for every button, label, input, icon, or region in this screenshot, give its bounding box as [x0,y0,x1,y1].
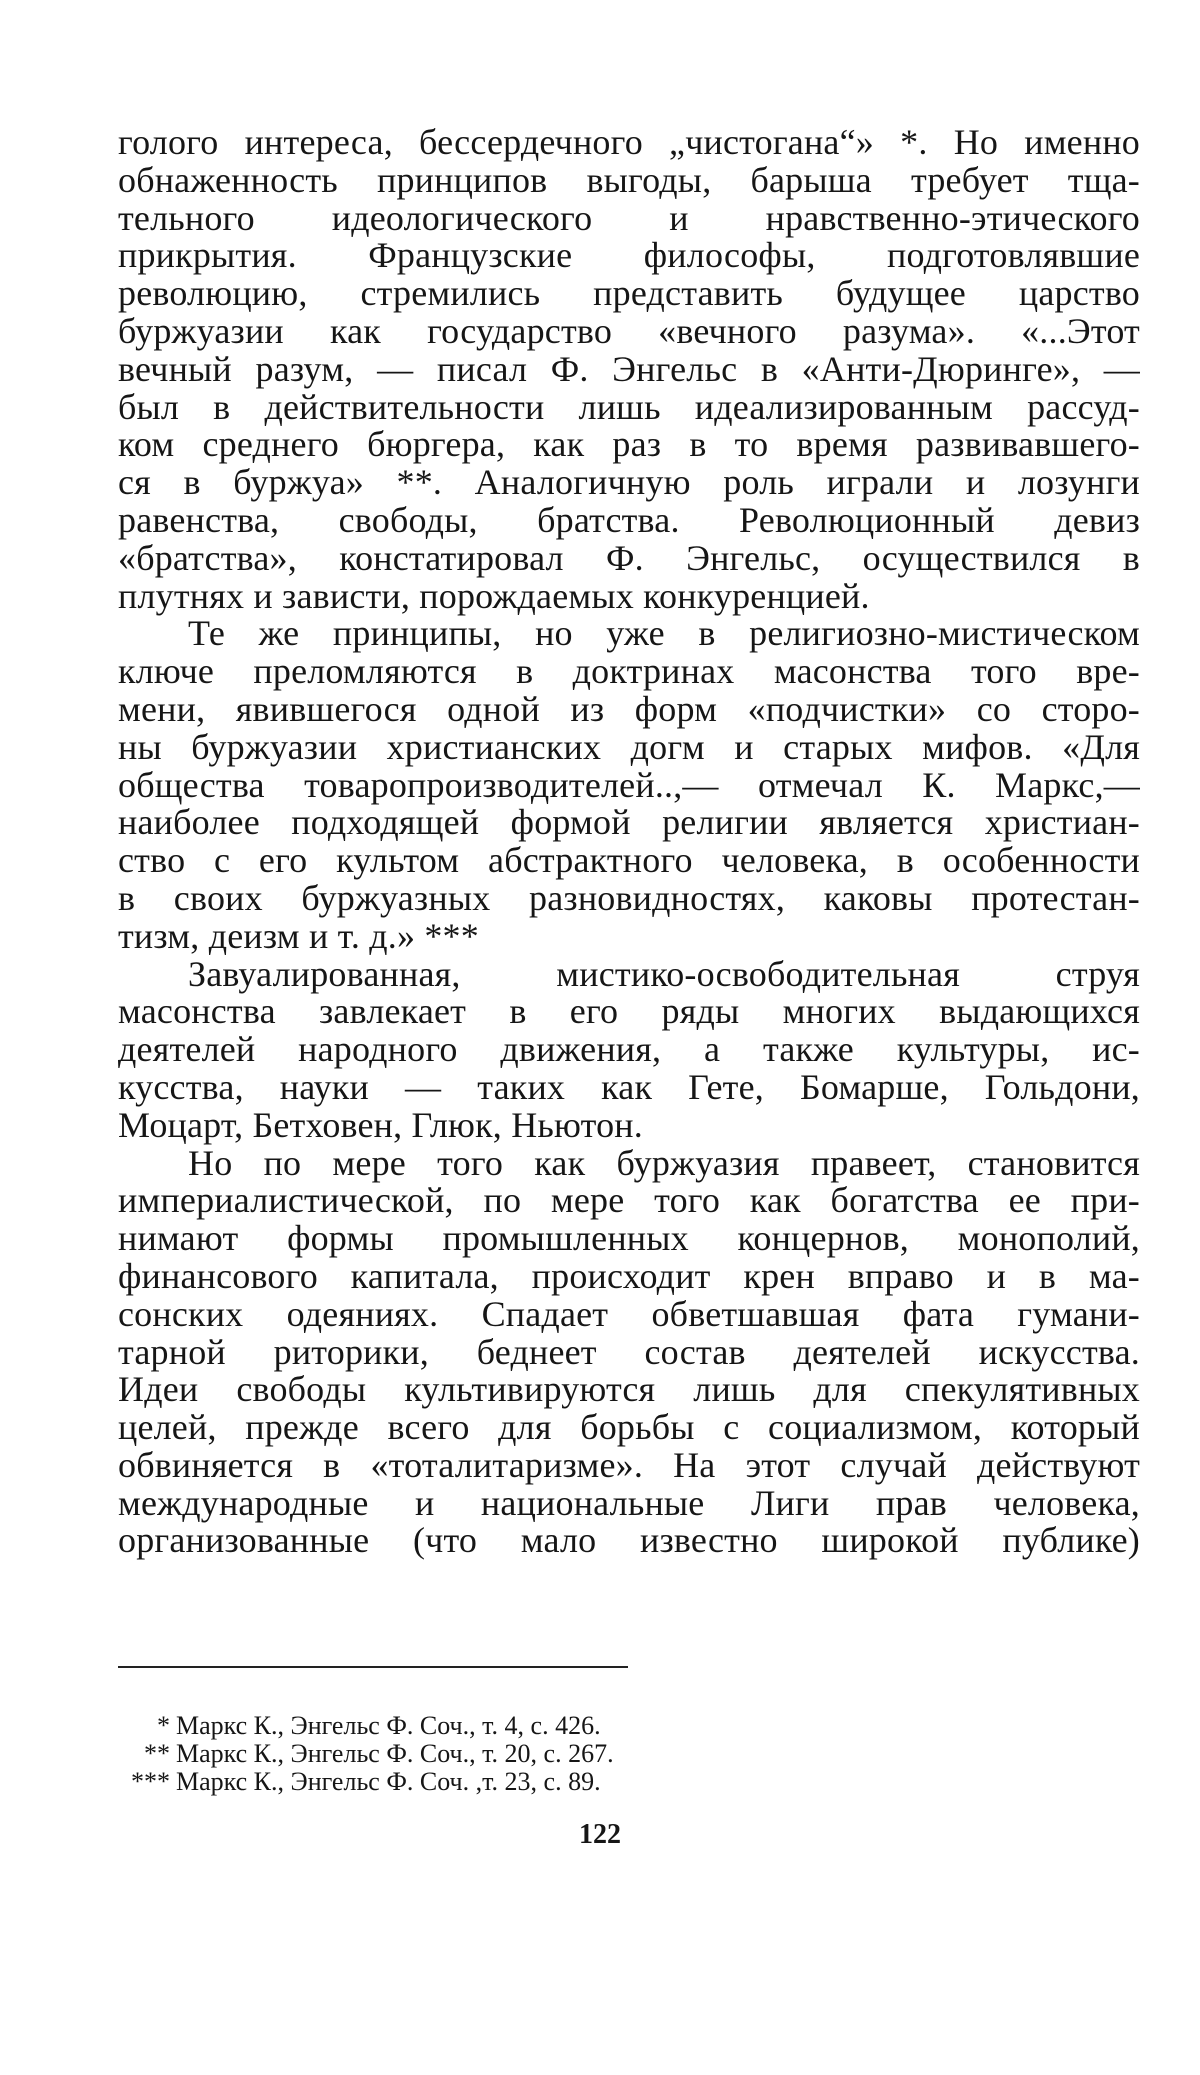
text-line: сонских одеяниях. Спадает обветшавшая фата гумани- [118,1293,1140,1334]
text-line: империалистической, по мере того как богатства ее при- [118,1180,1140,1221]
text-line: Моцарт, Бетховен, Глюк, Ньютон. [118,1104,643,1145]
footnote-text: Маркс К., Энгельс Ф. Соч. ,т. 23, с. 89. [176,1767,601,1796]
footnote-mark: * [157,1711,170,1740]
text-line: общества товаропроизводителей..,— отмечал К. Маркс,— [118,764,1140,805]
footnotes [118,1712,818,1796]
text-line: наиболее подходящей формой религии является христиан- [118,802,1140,843]
text-line: деятелей народного движения, а также культуры, ис- [118,1029,1140,1070]
footnote [118,1768,818,1796]
text-line: международные и национальные Лиги прав человека, [118,1482,1140,1523]
body-text [118,124,1140,1560]
text-line: ключе преломляются в доктринах масонства того вре- [118,651,1140,692]
footnote-mark: *** [131,1767,170,1796]
text-line: тарной риторики, беднеет состав деятелей искусства. [118,1331,1140,1372]
text-line: плутнях и зависти, порождаемых конкуренцией. [118,575,870,616]
text-line: буржуазии как государство «вечного разума». «...Этот [118,310,1140,351]
text-line: Те же принципы, но уже в религиозно-мистическом [188,613,1140,654]
text-line: Идеи свободы культивируются лишь для спекулятивных [118,1369,1140,1410]
footnote-text: Маркс К., Энгельс Ф. Соч., т. 20, с. 267. [176,1739,614,1768]
text-line: ство с его культом абстрактного человека, в особенности [118,840,1140,881]
text-line: равенства, свободы, братства. Революционный девиз [118,499,1140,540]
text-line: обвиняется в «тоталитаризме». На этот случай действуют [118,1444,1140,1485]
text-line: целей, прежде всего для борьбы с социализмом, который [118,1407,1140,1448]
text-line: был в действительности лишь идеализированным рассуд- [118,386,1140,427]
footnote-separator [118,1666,628,1668]
text-line: «братства», констатировал Ф. Энгельс, осуществился в [118,537,1140,578]
text-line: в своих буржуазных разновидностях, каковы протестан- [118,877,1140,918]
text-line: ком среднего бюргера, как раз в то время развивавшего- [118,424,1140,465]
text-line: прикрытия. Французские философы, подготовлявшие [118,235,1140,276]
footnote-mark: ** [144,1739,170,1768]
footnote [118,1740,818,1768]
text-line: кусства, науки — таких как Гете, Бомарше, Гольдони, [118,1066,1140,1107]
text-line: ся в буржуа» **. Аналогичную роль играли и лозунги [118,462,1140,503]
page-number: 122 [579,1819,621,1850]
text-line: мени, явившегося одной из форм «подчистки» со сторо- [118,688,1140,729]
footnote [118,1712,818,1740]
text-line: тельного идеологического и нравственно-этического [118,197,1140,238]
text-line: революцию, стремились представить будущее царство [118,273,1140,314]
text-line: финансового капитала, происходит крен вправо и в ма- [118,1255,1140,1296]
text-line: вечный разум, — писал Ф. Энгельс в «Анти-Дюринге», — [118,348,1140,389]
footnote-text: Маркс К., Энгельс Ф. Соч., т. 4, с. 426. [176,1711,601,1740]
text-line: масонства завлекает в его ряды многих выдающихся [118,991,1140,1032]
text-line: Завуалированная, мистико-освободительная струя [188,953,1140,994]
text-line: ны буржуазии христианских догм и старых мифов. «Для [118,726,1140,767]
text-line: Но по мере того как буржуазия правеет, становится [188,1142,1140,1183]
text-line: нимают формы промышленных концернов, монополий, [118,1218,1140,1259]
text-line: тизм, деизм и т. д.» *** [118,915,479,956]
text-line: организованные (что мало известно широкой публике) [118,1520,1140,1561]
text-line: голого интереса, бессердечного „чистогана“» *. Но именно [118,122,1140,162]
text-line: обнаженность принципов выгоды, барыша требует тща- [118,159,1140,200]
